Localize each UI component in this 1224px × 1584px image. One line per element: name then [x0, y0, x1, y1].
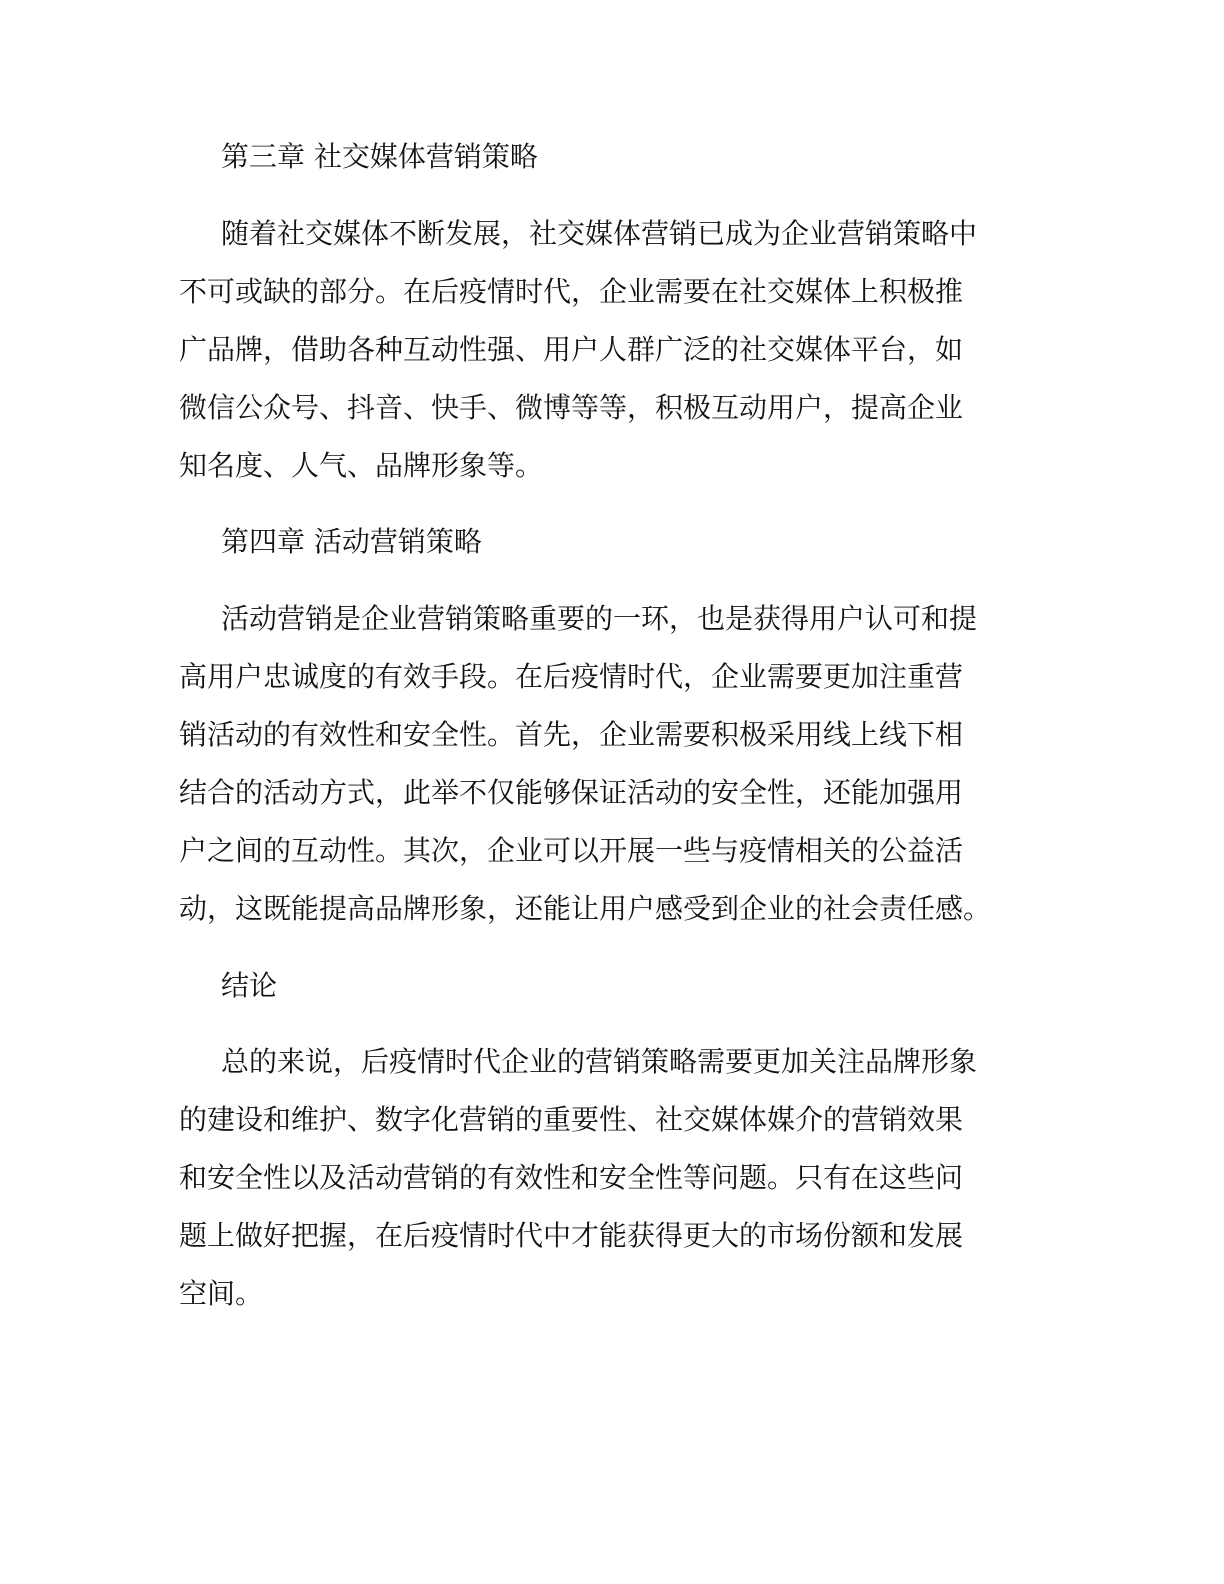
paragraph-line: 高用户忠诚度的有效手段。在后疫情时代，企业需要更加注重营	[179, 660, 964, 693]
paragraph-line: 销活动的有效性和安全性。首先，企业需要积极采用线上线下相	[179, 718, 964, 751]
paragraph-line: 和安全性以及活动营销的有效性和安全性等问题。只有在这些问	[179, 1161, 964, 1194]
paragraph	[179, 1033, 1079, 1323]
paragraph-line: 户之间的互动性。其次，企业可以开展一些与疫情相关的公益活	[179, 834, 964, 867]
paragraph-line: 空间。	[179, 1277, 264, 1310]
paragraph-line: 微信公众号、抖音、快手、微博等等，积极互动用户，提高企业	[179, 391, 964, 424]
paragraph	[179, 205, 1079, 495]
paragraph	[179, 590, 1079, 938]
section-heading: 第三章 社交媒体营销策略	[221, 140, 538, 173]
section-heading: 结论	[221, 969, 278, 1002]
paragraph-line: 随着社交媒体不断发展，社交媒体营销已成为企业营销策略中	[221, 217, 978, 250]
paragraph-line: 动，这既能提高品牌形象，还能让用户感受到企业的社会责任感。	[179, 892, 992, 925]
paragraph-line: 不可或缺的部分。在后疫情时代，企业需要在社交媒体上积极推	[179, 275, 964, 308]
paragraph-line: 知名度、人气、品牌形象等。	[179, 449, 544, 482]
section-heading: 第四章 活动营销策略	[221, 525, 482, 558]
paragraph-line: 广品牌，借助各种互动性强、用户人群广泛的社交媒体平台，如	[179, 333, 964, 366]
paragraph-line: 活动营销是企业营销策略重要的一环，也是获得用户认可和提	[221, 602, 978, 635]
paragraph-line: 总的来说，后疫情时代企业的营销策略需要更加关注品牌形象	[221, 1045, 978, 1078]
paragraph-line: 题上做好把握，在后疫情时代中才能获得更大的市场份额和发展	[179, 1219, 964, 1252]
paragraph-line: 的建设和维护、数字化营销的重要性、社交媒体媒介的营销效果	[179, 1103, 964, 1136]
paragraph-line: 结合的活动方式，此举不仅能够保证活动的安全性，还能加强用	[179, 776, 964, 809]
